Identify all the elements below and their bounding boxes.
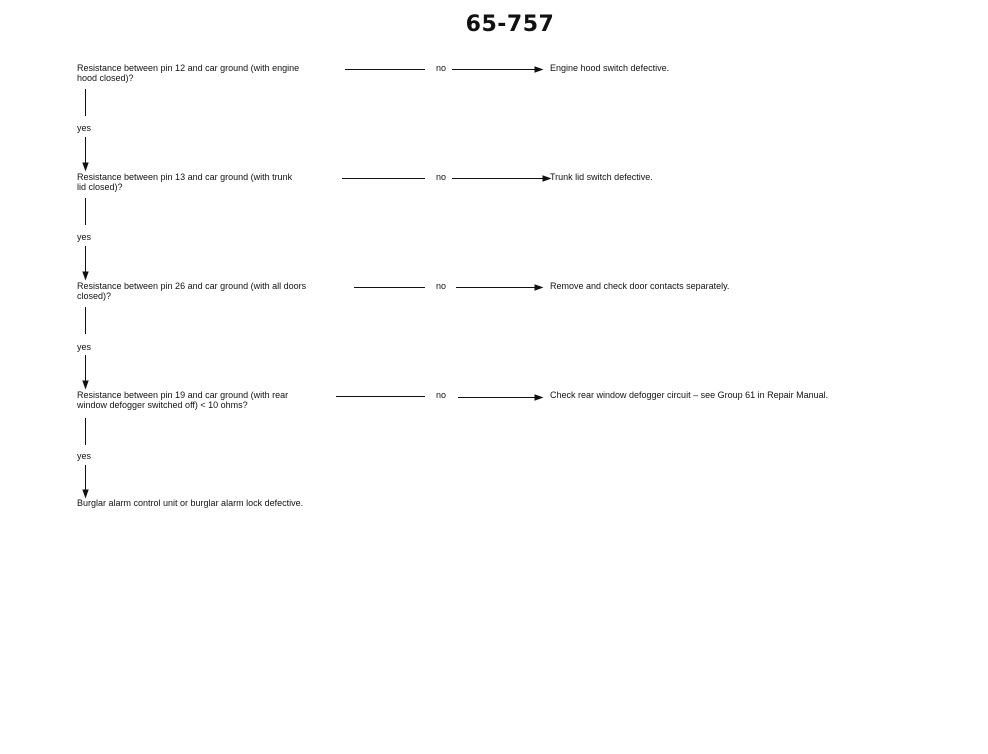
final-result: Burglar alarm control unit or burglar alarm lock defective.: [77, 498, 304, 508]
question-3: [77, 281, 347, 301]
no-arrow-2-head-icon: [543, 176, 550, 181]
result-2: Trunk lid switch defective.: [550, 172, 653, 182]
question-2-line-2: lid closed)?: [77, 182, 123, 192]
question-2-line-1: Resistance between pin 13 and car ground (with trunk: [77, 172, 293, 182]
no-label-1: no: [436, 63, 447, 73]
question-1-line-1: Resistance between pin 12 and car ground (with engine: [77, 63, 300, 73]
question-4: [77, 390, 347, 410]
question-4-line-2: window defogger switched off) < 10 ohms?: [77, 400, 248, 410]
question-1-line-2: hood closed)?: [77, 73, 134, 83]
flow-line-4b: [85, 465, 86, 491]
flow-line-1a: [85, 89, 86, 116]
no-label-3: no: [436, 281, 447, 291]
no-label-2: no: [436, 172, 447, 182]
result-3: Remove and check door contacts separately.: [550, 281, 730, 291]
flow-line-4a: [85, 418, 86, 445]
no-arrow-1-head-icon: [535, 67, 542, 72]
question-4-line-1: Resistance between pin 19 and car ground (with rear: [77, 390, 289, 400]
question-1: [77, 63, 347, 83]
question-3-line-1: Resistance between pin 26 and car ground (with all doors: [77, 281, 307, 291]
no-arrow-3-head-icon: [535, 285, 542, 290]
question-3-line-2: closed)?: [77, 291, 112, 301]
flow-line-2a: [85, 198, 86, 225]
yes-arrow-3-head-icon: [83, 381, 88, 388]
connector-line-4: [336, 396, 425, 397]
no-arrow-4-head-icon: [535, 395, 542, 400]
flow-line-3a: [85, 307, 86, 334]
yes-label-4: yes: [77, 451, 92, 461]
yes-label-1: yes: [77, 123, 92, 133]
yes-label-3: yes: [77, 342, 92, 352]
flow-line-3b: [85, 355, 86, 381]
connector-line-1: [345, 69, 425, 70]
flow-line-2b: [85, 246, 86, 272]
question-2: [77, 172, 347, 192]
result-1: Engine hood switch defective.: [550, 63, 670, 73]
page-number: 65-757: [465, 12, 555, 37]
connector-line-3: [354, 287, 425, 288]
no-label-4: no: [436, 390, 447, 400]
connector-line-2: [342, 178, 425, 179]
result-4: Check rear window defogger circuit – see Group 61 in Repair Manual.: [550, 390, 829, 400]
yes-arrow-1-head-icon: [83, 163, 88, 170]
yes-label-2: yes: [77, 232, 92, 242]
yes-arrow-2-head-icon: [83, 272, 88, 279]
flow-line-1b: [85, 137, 86, 163]
yes-arrow-4-head-icon: [83, 490, 88, 497]
